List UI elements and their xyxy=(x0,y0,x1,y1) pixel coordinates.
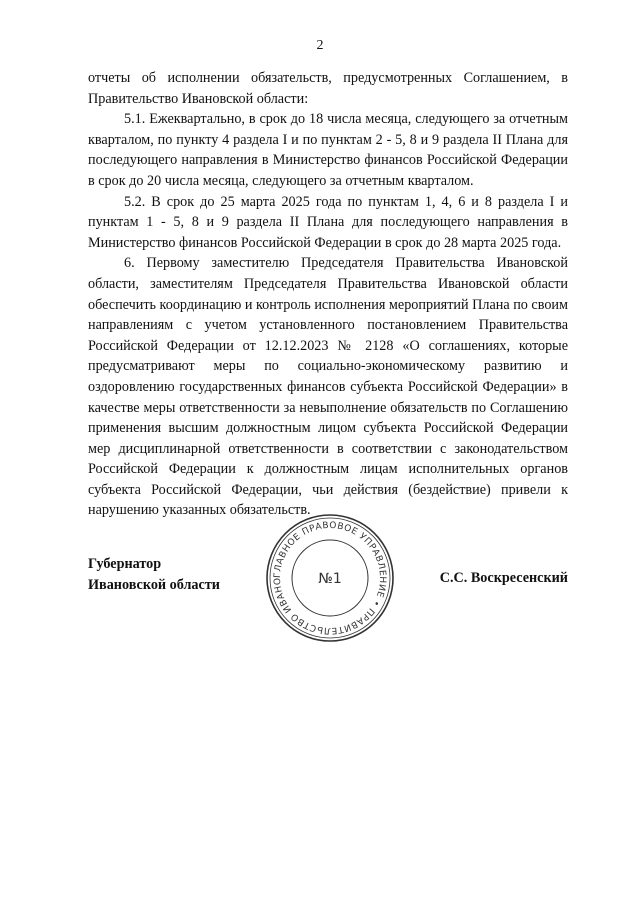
signature-title-line1: Губернатор xyxy=(88,556,162,572)
paragraph-5-2: 5.2. В срок до 25 марта 2025 года по пунктам 1, 4, 6 и 8 раздела I и пунктам 1 - 5, 8 и 9 раздела II Плана для последующего направления в Министерство финансов Российской Федерации в срок до 28 марта 2025 года. xyxy=(88,193,568,251)
signature-name: С.С. Воскресенский xyxy=(439,570,568,586)
official-stamp xyxy=(264,512,396,644)
paragraph-5-1: 5.1. Ежеквартально, в срок до 18 числа месяца, следующего за отчетным кварталом, по пункту 4 раздела I и по пунктам 2 - 5, 8 и 9 раздела II Плана для последующего направления в Министерство финансов Российской Федерации в срок до 20 числа месяца, следующего за отчетным кварталом. xyxy=(88,111,568,189)
stamp-ring-text: ГЛАВНОЕ ПРАВОВОЕ УПРАВЛЕНИЕ • ПРАВИТЕЛЬСТВО ИВАНО xyxy=(272,520,388,636)
stamp-icon xyxy=(264,512,396,644)
stamp-number: №1 xyxy=(318,571,342,587)
signature-title-line2: Ивановской области xyxy=(88,576,220,593)
page-number: 2 xyxy=(316,38,324,53)
paragraph-continuation: отчеты об исполнении обязательств, предусмотренных Соглашением, в Правительство Ивановской области: xyxy=(88,70,568,107)
paragraph-6: 6. Первому заместителю Председателя Правительства Ивановской области, заместителям Председателя Правительства Ивановской области обеспечить координацию и контроль исполнения мероприятий Плана по своим направлениям с учетом установленного постановлением Правительства Российской Федерации от 12.12.2023 № 2128 «О соглашениях, которые предусматривают меры по социально-экономическому развитию и оздоровлению государственных финансов субъекта Российской Федерации» в качестве меры ответственности за невыполнение обязательств по Соглашению применения высшим должностным лицом субъекта Российской Федерации мер дисциплинарной ответственности в соответствии с законодательством Российской Федерации к должностным лицам исполнительных органов субъекта Российской Федерации, чьи действия (бездействие) привели к нарушению указанных обязательств. xyxy=(88,255,568,519)
document-body xyxy=(88,68,568,521)
signature-title xyxy=(88,554,220,595)
